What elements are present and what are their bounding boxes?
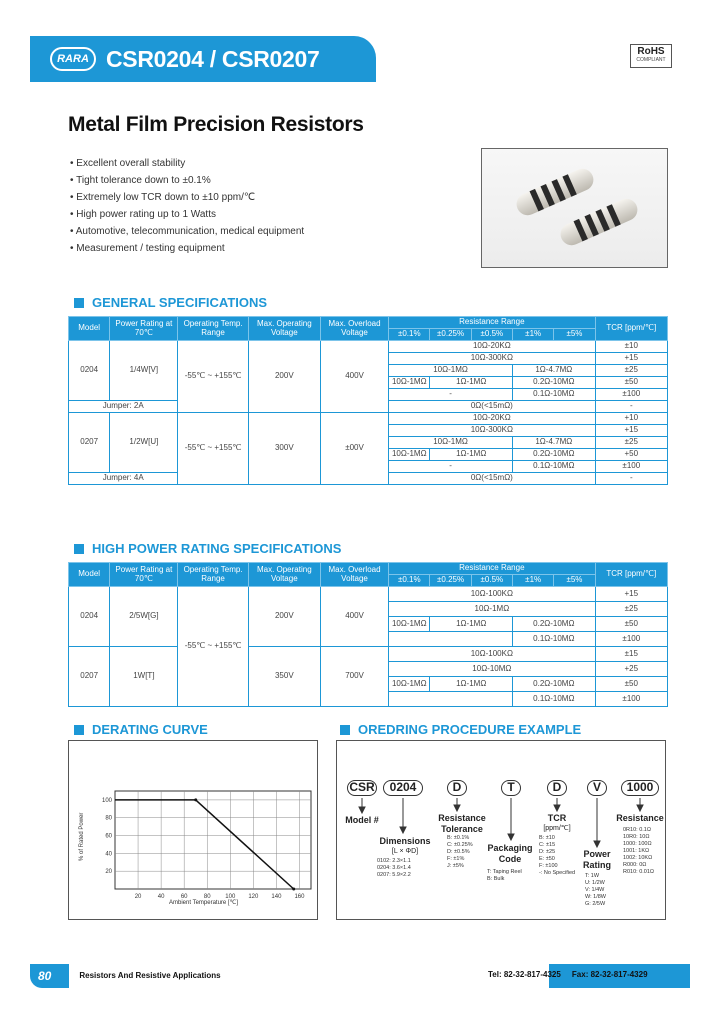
header-overload: Max. Overload Voltage xyxy=(320,563,388,587)
cell-tcr: ±100 xyxy=(595,692,667,707)
cell-model: 0207 xyxy=(69,647,110,707)
section-ordering xyxy=(340,722,581,737)
header-tol: ±0.25% xyxy=(430,575,471,587)
derating-chart xyxy=(69,741,319,921)
label-tcr: TCR xyxy=(547,813,567,823)
power-item: G: 2/5W xyxy=(585,901,606,907)
cell-tcr: +50 xyxy=(595,449,667,461)
tcr-list xyxy=(539,835,575,877)
cell-range: 0.2Ω-10MΩ xyxy=(513,449,596,461)
label-dim-sub: [L × ΦD] xyxy=(391,848,419,855)
cell-tcr: ±10 xyxy=(595,341,667,353)
tcr-item: -: No Specified xyxy=(539,870,576,876)
brand-logo: RARA xyxy=(50,47,96,71)
derating-point xyxy=(292,888,295,891)
cell-range: 10Ω-100KΩ xyxy=(389,587,595,602)
header-bar xyxy=(30,36,376,82)
cell-temp: -55℃ ~ +155℃ xyxy=(178,587,248,707)
cell-tcr: ±50 xyxy=(595,677,667,692)
cell-range: 0.1Ω-10MΩ xyxy=(513,389,596,401)
cell-tcr: ±25 xyxy=(595,365,667,377)
cell-tcr: ±100 xyxy=(595,461,667,473)
section-derating xyxy=(74,722,208,737)
x-tick-label: 40 xyxy=(157,894,165,900)
res-item: 0R10: 0.1Ω xyxy=(623,827,651,833)
y-axis-label: % of Rated Power xyxy=(79,812,85,861)
footer-contact xyxy=(488,970,648,979)
cell-tcr: +15 xyxy=(595,353,667,365)
code-box-dimension: 0204 xyxy=(383,780,423,796)
cell-range: 0Ω(<15mΩ) xyxy=(389,473,595,485)
label-packaging: Packaging Code xyxy=(487,843,533,864)
cell-range: - xyxy=(389,461,513,473)
code-box-series: CSR xyxy=(347,780,377,796)
header-maxv: Max. Operating Voltage xyxy=(248,317,320,341)
ordering-arrows xyxy=(337,741,667,921)
section-title: HIGH POWER RATING SPECIFICATIONS xyxy=(92,541,342,556)
tol-item: C: ±0.25% xyxy=(447,842,473,848)
cell-range: 0.2Ω-10MΩ xyxy=(513,677,596,692)
cell-range: - xyxy=(389,389,513,401)
cell-range: 0.2Ω-10MΩ xyxy=(513,377,596,389)
cell-tcr: ±100 xyxy=(595,389,667,401)
header-maxv: Max. Operating Voltage xyxy=(248,563,320,587)
dim-item: 0204: 3.6×1.4 xyxy=(377,865,411,871)
ordering-box xyxy=(336,740,666,920)
power-list xyxy=(585,873,606,908)
x-tick-label: 140 xyxy=(271,894,282,900)
power-item: T: 1W xyxy=(585,873,600,879)
section-title: DERATING CURVE xyxy=(92,722,208,737)
page-number: 80 xyxy=(38,969,52,983)
code-box-packaging: T xyxy=(501,780,521,796)
cell-tcr: +10 xyxy=(595,413,667,425)
cell-maxv: 200V xyxy=(248,341,320,413)
cell-overload: ±00V xyxy=(320,413,388,485)
pack-list xyxy=(487,869,522,883)
cell-tcr: ±15 xyxy=(595,647,667,662)
cell-range: 1Ω-1MΩ xyxy=(430,377,513,389)
cell-power: 2/5W[G] xyxy=(110,587,178,647)
x-tick-label: 100 xyxy=(225,894,236,900)
cell-overload: 400V xyxy=(320,587,388,647)
general-spec-table xyxy=(68,316,668,485)
feature-list xyxy=(70,155,304,257)
cell-overload: 700V xyxy=(320,647,388,707)
header-tol: ±0.25% xyxy=(430,329,471,341)
cell-temp: -55℃ ~ +155℃ xyxy=(178,341,248,413)
cell-range: 0.2Ω-10MΩ xyxy=(513,617,596,632)
header-tcr: TCR [ppm/℃] xyxy=(595,317,667,341)
section-square-icon xyxy=(74,544,84,554)
label-dimensions: Dimensions xyxy=(379,836,431,846)
cell-tcr: ±25 xyxy=(595,437,667,449)
feature-item: • Extremely low TCR down to ±10 ppm/℃ xyxy=(70,189,304,206)
header-model: Model xyxy=(69,317,110,341)
dim-item: 0102: 2.3×1.1 xyxy=(377,858,411,864)
product-photo xyxy=(481,148,668,268)
tol-item: J: ±5% xyxy=(447,863,464,869)
label-tolerance: Resistance Tolerance xyxy=(438,813,486,834)
footer-fax: Fax: 82-32-817-4329 xyxy=(571,970,648,979)
feature-item: • Excellent overall stability xyxy=(70,155,304,172)
resistor-image xyxy=(513,165,597,218)
cell-range: 10Ω-1MΩ xyxy=(389,365,513,377)
y-tick-label: 20 xyxy=(105,869,112,876)
cell-power: 1W[T] xyxy=(110,647,178,707)
cell-range: 0.1Ω-10MΩ xyxy=(513,632,596,647)
res-item: 1002: 10KΩ xyxy=(623,855,653,861)
y-tick-label: 80 xyxy=(105,815,112,822)
cell-jumper: Jumper: 2A xyxy=(69,401,178,413)
header-model: Model xyxy=(69,563,110,587)
x-tick-label: 120 xyxy=(248,894,259,900)
header-tcr: TCR [ppm/℃] xyxy=(595,563,667,587)
x-tick-label: 80 xyxy=(203,894,211,900)
footer-title: Resistors And Resistive Applications xyxy=(69,964,549,988)
header-range: Resistance Range xyxy=(389,317,595,329)
rohs-label: RoHS xyxy=(637,46,665,57)
header-tol: ±0.1% xyxy=(389,329,430,341)
cell-range: 1Ω-1MΩ xyxy=(430,449,513,461)
cell-range: 10Ω-1MΩ xyxy=(389,677,430,692)
header-tol: ±0.1% xyxy=(389,575,430,587)
tcr-item: F: ±100 xyxy=(539,863,558,869)
tol-item: B: ±0.1% xyxy=(447,835,470,841)
feature-item: • Automotive, telecommunication, medical equipment xyxy=(70,223,304,240)
x-axis-label: Ambient Temperature [℃] xyxy=(169,900,238,906)
pack-item: T: Taping Reel xyxy=(487,869,522,875)
res-item: 1000: 100Ω xyxy=(623,841,652,847)
section-title: GENERAL SPECIFICATIONS xyxy=(92,295,268,310)
header-overload: Max. Overload Voltage xyxy=(320,317,388,341)
header-tol: ±1% xyxy=(513,329,554,341)
y-tick-label: 60 xyxy=(105,833,112,840)
header-power: Power Rating at 70℃ xyxy=(110,563,178,587)
footer-tel: Tel: 82-32-817-4325 xyxy=(488,970,561,979)
cell-range: 10Ω-1MΩ xyxy=(389,437,513,449)
cell-range: 10Ω-20KΩ xyxy=(389,341,595,353)
tcr-item: E: ±50 xyxy=(539,856,555,862)
header-power: Power Rating at 70℃ xyxy=(110,317,178,341)
power-item: V: 1/4W xyxy=(585,887,605,893)
tcr-item: B: ±10 xyxy=(539,835,555,841)
cell-tcr: ±50 xyxy=(595,377,667,389)
code-box-power: V xyxy=(587,780,607,796)
label-tcr-sub: [ppm/℃] xyxy=(543,825,571,832)
tol-item: F: ±1% xyxy=(447,856,465,862)
cell-tcr: - xyxy=(595,473,667,485)
cell-range: 10Ω-1MΩ xyxy=(389,602,595,617)
cell-range: 1Ω-4.7MΩ xyxy=(513,365,596,377)
code-box-resistance: 1000 xyxy=(621,780,659,796)
page-title: Metal Film Precision Resistors xyxy=(68,113,364,136)
label-resistance: Resistance xyxy=(616,813,664,823)
cell-model: 0204 xyxy=(69,587,110,647)
cell-range: 10Ω-300KΩ xyxy=(389,353,595,365)
cell-range: 10Ω-300KΩ xyxy=(389,425,595,437)
cell-range: 10Ω-1MΩ xyxy=(389,449,430,461)
cell-range: 10Ω-100KΩ xyxy=(389,647,595,662)
section-square-icon xyxy=(340,725,350,735)
cell-overload: 400V xyxy=(320,341,388,413)
res-list xyxy=(623,827,654,876)
cell-tcr: +25 xyxy=(595,662,667,677)
header-tol: ±0.5% xyxy=(471,575,512,587)
cell-range: 0.1Ω-10MΩ xyxy=(513,692,596,707)
cell-range: 1Ω-4.7MΩ xyxy=(513,437,596,449)
label-power: Power Rating xyxy=(583,849,611,870)
header-temp: Operating Temp. Range xyxy=(178,563,248,587)
highpower-spec-table xyxy=(68,562,668,707)
cell-tcr: ±25 xyxy=(595,602,667,617)
header-range: Resistance Range xyxy=(389,563,595,575)
feature-item: • Tight tolerance down to ±0.1% xyxy=(70,172,304,189)
cell-range: 10Ω-20KΩ xyxy=(389,413,595,425)
power-item: W: 1/8W xyxy=(585,894,606,900)
cell-jumper: Jumper: 4A xyxy=(69,473,178,485)
power-item: U: 1/2W xyxy=(585,880,605,886)
res-item: R000: 0Ω xyxy=(623,862,647,868)
derating-line xyxy=(196,800,294,889)
cell-power: 1/2W[U] xyxy=(110,413,178,473)
resistor-image xyxy=(557,195,641,248)
section-general xyxy=(74,295,267,310)
header-tol: ±0.5% xyxy=(471,329,512,341)
cell-model: 0207 xyxy=(69,413,110,473)
rohs-badge xyxy=(630,44,672,68)
cell-range: 1Ω-1MΩ xyxy=(430,617,513,632)
res-item: R010: 0.01Ω xyxy=(623,869,655,875)
x-tick-label: 20 xyxy=(134,894,142,900)
cell-range: 0.1Ω-10MΩ xyxy=(513,461,596,473)
tcr-item: D: ±25 xyxy=(539,849,556,855)
cell-model: 0204 xyxy=(69,341,110,401)
tol-item: D: ±0.5% xyxy=(447,849,470,855)
tol-list xyxy=(447,835,473,870)
section-title: OREDRING PROCEDURE EXAMPLE xyxy=(358,722,582,737)
derating-point xyxy=(194,798,197,801)
cell-range: 10Ω-10MΩ xyxy=(389,662,595,677)
cell-tcr: +15 xyxy=(595,587,667,602)
y-tick-label: 40 xyxy=(105,851,112,858)
feature-item: • High power rating up to 1 Watts xyxy=(70,206,304,223)
cell-range: 0Ω(<15mΩ) xyxy=(389,401,595,413)
y-tick-label: 100 xyxy=(101,797,112,804)
pack-item: B: Bulk xyxy=(487,876,505,882)
cell-tcr: ±50 xyxy=(595,617,667,632)
cell-tcr: - xyxy=(595,401,667,413)
rohs-sub: COMPLIANT xyxy=(636,57,666,63)
x-tick-label: 160 xyxy=(294,894,305,900)
header-tol: ±5% xyxy=(554,329,595,341)
label-model: Model # xyxy=(345,815,379,825)
derating-chart-box xyxy=(68,740,318,920)
cell-range: 10Ω-1MΩ xyxy=(389,377,430,389)
code-box-tolerance: D xyxy=(447,780,467,796)
dim-list xyxy=(377,858,411,879)
dim-item: 0207: 5.9×2.2 xyxy=(377,872,411,878)
section-highpower xyxy=(74,541,341,556)
cell-power: 1/4W[V] xyxy=(110,341,178,401)
product-title: CSR0204 / CSR0207 xyxy=(106,45,320,72)
res-item: 10R0: 10Ω xyxy=(623,834,650,840)
cell-maxv: 350V xyxy=(248,647,320,707)
cell-tcr: ±100 xyxy=(595,632,667,647)
cell-maxv: 300V xyxy=(248,413,320,485)
section-square-icon xyxy=(74,725,84,735)
header-tol: ±5% xyxy=(554,575,595,587)
cell-tcr: +15 xyxy=(595,425,667,437)
feature-item: • Measurement / testing equipment xyxy=(70,240,304,257)
header-temp: Operating Temp. Range xyxy=(178,317,248,341)
cell-range: 1Ω-1MΩ xyxy=(430,677,513,692)
plot-frame xyxy=(115,791,311,889)
cell-temp: -55℃ ~ +155℃ xyxy=(178,413,248,485)
cell-range: 10Ω-1MΩ xyxy=(389,617,430,632)
code-box-tcr: D xyxy=(547,780,567,796)
tcr-item: C: ±15 xyxy=(539,842,556,848)
cell-maxv: 200V xyxy=(248,587,320,647)
x-tick-label: 60 xyxy=(180,894,188,900)
res-item: 1001: 1KΩ xyxy=(623,848,650,854)
section-square-icon xyxy=(74,298,84,308)
header-tol: ±1% xyxy=(513,575,554,587)
